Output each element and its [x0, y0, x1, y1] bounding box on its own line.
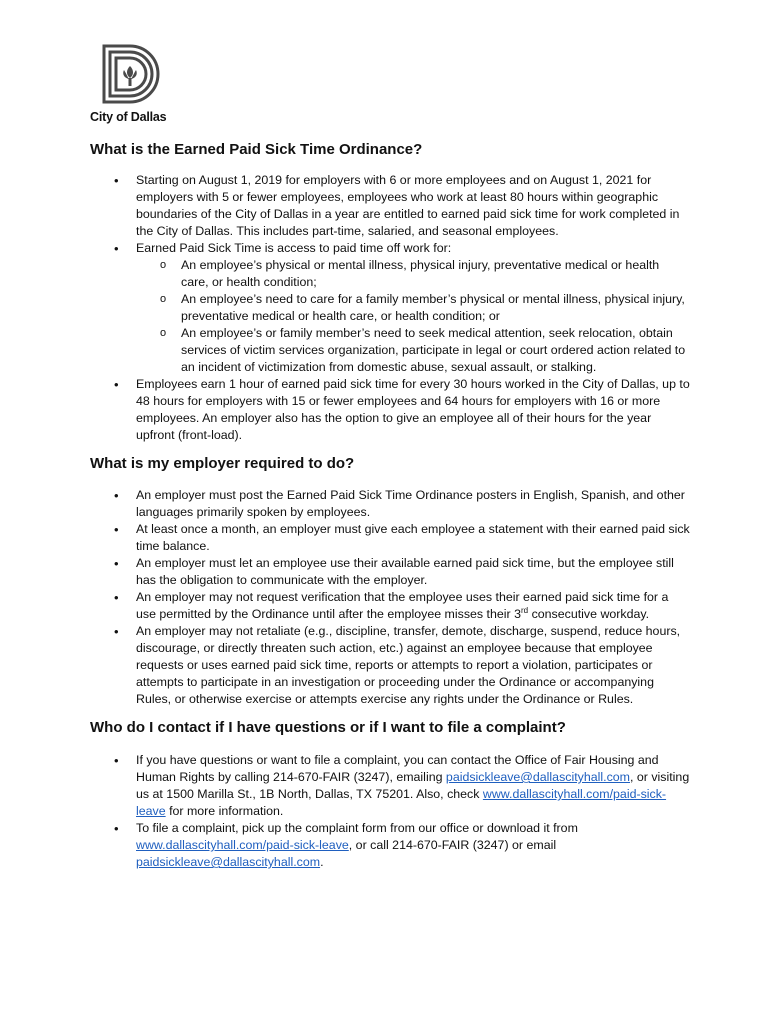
list-item-text: .	[320, 855, 324, 869]
sub-list-item: o An employee’s physical or mental illness, physical injury, preventative medical or health care, or health condition;	[136, 257, 690, 291]
list-item-text: To file a complaint, pick up the complaint form from our office or download it from	[136, 821, 578, 835]
list-item: • Employees earn 1 hour of earned paid sick time for every 30 hours worked in the City of Dallas, up to 48 hours for employers with 15 or fewer employees and 64 hours for employers with 16 or more employees. An employer also has the option to give an employee all of their hours for the year upfront (front-load).	[90, 376, 690, 444]
document-body	[90, 140, 690, 871]
sub-list	[136, 257, 690, 376]
city-of-dallas-logo-icon	[102, 44, 162, 104]
list-item-text: If you have questions or want to file a complaint, you can contact the Office of Fair Housing and Human Rights by calling 214-670-FAIR (3247), emailing	[136, 753, 659, 784]
sub-list-item: o An employee’s need to care for a family member’s physical or mental illness, physical injury, preventative medical or health care, or health condition; or	[136, 291, 690, 325]
list-item: • At least once a month, an employer must give each employee a statement with their earned paid sick time balance.	[90, 521, 690, 555]
list-item	[90, 589, 690, 623]
list-item-text: Earned Paid Sick Time is access to paid time off work for:	[136, 241, 452, 255]
list-item: • Starting on August 1, 2019 for employers with 6 or more employees and on August 1, 2021 for employers with 5 or fewer employees, employees who work at least 80 hours within geographic boundaries of the City of Dallas in a year are entitled to earned paid sick time for work completed in the City of Dallas. This includes part-time, salaried, and seasonal employees.	[90, 172, 690, 240]
employer-list	[90, 487, 690, 708]
email-link[interactable]: paidsickleave@dallascityhall.com	[136, 855, 321, 869]
contact-list	[90, 752, 690, 871]
list-item	[90, 820, 690, 871]
list-item-text: consecutive workday.	[528, 607, 650, 621]
website-link[interactable]: www.dallascityhall.com/paid-sick-leave	[136, 787, 667, 818]
list-item-text: , or call 214-670-FAIR (3247) or email	[348, 838, 557, 852]
ordinal-suffix: rd	[521, 605, 529, 615]
sub-list-item: o An employee’s or family member’s need to seek medical attention, seek relocation, obtain services of victim services organization, participate in legal or court ordered action related to an incident of victimization from domestic abuse, sexual assault, or stalking.	[136, 325, 690, 376]
website-link[interactable]: www.dallascityhall.com/paid-sick-leave	[136, 838, 349, 852]
city-name: City of Dallas	[90, 110, 167, 124]
list-item-text: , or visiting us at 1500 Marilla St., 1B North, Dallas, TX 75201. Also, check	[136, 770, 690, 801]
list-item: • An employer must let an employee use their available earned paid sick time, but the employee still has the obligation to communicate with the employer.	[90, 555, 690, 589]
section-heading-contact: Who do I contact if I have questions or if I want to file a complaint?	[90, 719, 566, 736]
list-item	[90, 752, 690, 820]
section-heading-ordinance: What is the Earned Paid Sick Time Ordinance?	[90, 141, 423, 158]
section-heading-employer: What is my employer required to do?	[90, 455, 355, 472]
list-item-text: An employer may not request verification that the employee uses their earned paid sick time for a use permitted by the Ordinance until after the employee misses their 3	[136, 590, 669, 621]
ordinance-list	[90, 172, 690, 444]
email-link[interactable]: paidsickleave@dallascityhall.com	[445, 770, 630, 784]
list-item: • An employer may not retaliate (e.g., discipline, transfer, demote, discharge, suspend, reduce hours, discourage, or directly threaten such action, etc.) against an employee because that employee requests or uses earned paid sick time, reports or attempts to report a violation, participates or attempts to participate in an investigation or proceeding under the Ordinance or accompanying Rules, or otherwise exercise or attempts exercise any rights under the Ordinance or Rules.	[90, 623, 690, 708]
city-logo	[90, 44, 180, 124]
list-item	[90, 240, 690, 376]
list-item: • An employer must post the Earned Paid Sick Time Ordinance posters in English, Spanish, and other languages primarily spoken by employees.	[90, 487, 690, 521]
list-item-text: for more information.	[165, 804, 284, 818]
